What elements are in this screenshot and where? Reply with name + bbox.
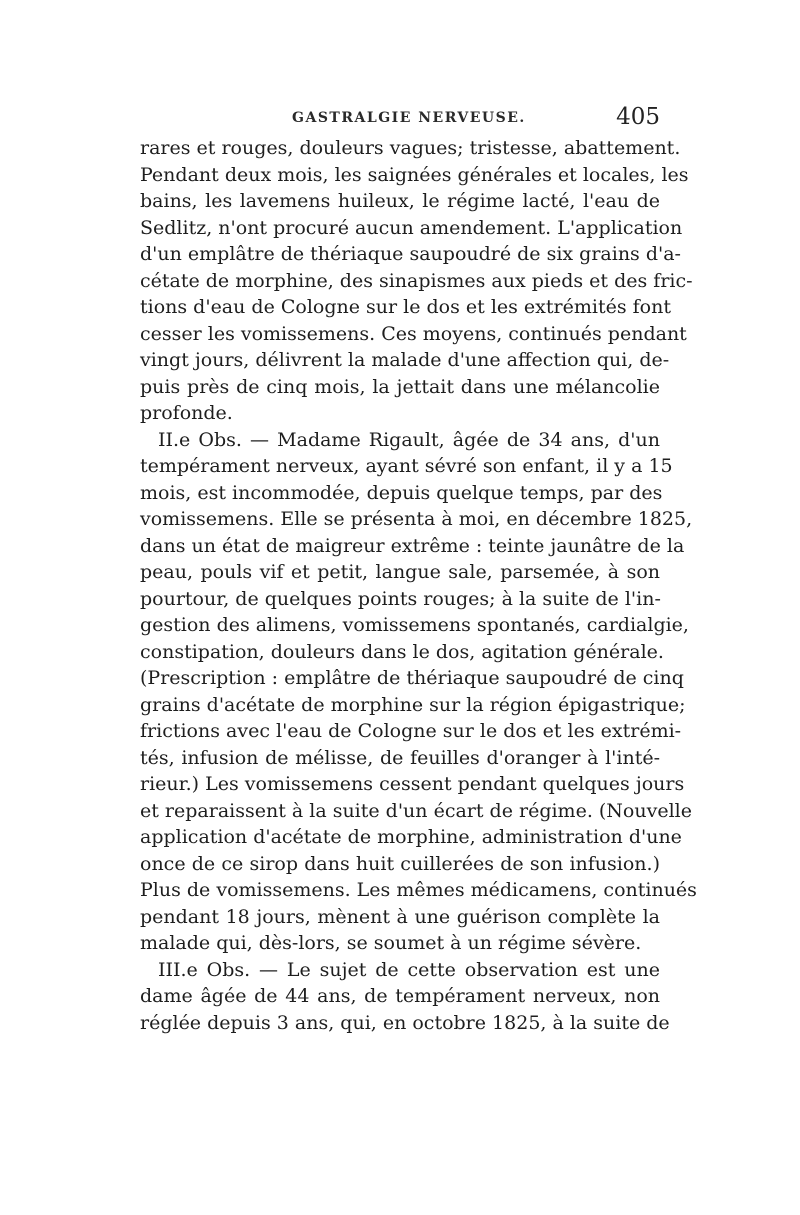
- running-head: GASTRALGIE NERVEUSE.: [292, 110, 526, 126]
- text-line: Sedlitz, n'ont procuré aucun amendement. L'application: [140, 216, 683, 239]
- text-line: frictions avec l'eau de Cologne sur le dos et les extrémi-: [140, 720, 682, 742]
- text-line: constipation, douleurs dans le dos, agitation générale.: [140, 640, 664, 663]
- text-line: malade qui, dès-lors, se soumet à un régime sévère.: [140, 932, 642, 954]
- text-line: rieur.) Les vomissemens cessent pendant quelques jours: [140, 773, 685, 795]
- text-line: Pendant deux mois, les saignées générales et locales, les: [140, 163, 689, 186]
- page-header: [140, 104, 660, 134]
- text-line: bains, les lavemens huileux, le régime lacté, l'eau de: [140, 190, 660, 212]
- body-text: [140, 135, 697, 1036]
- text-line: mois, est incommodée, depuis quelque temps, par des: [140, 481, 663, 504]
- text-line: (Prescription : emplâtre de thériaque saupoudré de cinq: [140, 667, 684, 689]
- text-line: puis près de cinq mois, la jettait dans une mélancolie: [140, 375, 660, 398]
- text-line: vomissemens. Elle se présenta à moi, en décembre 1825,: [140, 508, 693, 530]
- text-line: réglée depuis 3 ans, qui, en octobre 1825, à la suite de: [140, 1011, 670, 1034]
- text-line: III.e Obs. — Le sujet de cette observation est une: [158, 958, 660, 981]
- text-line: tempérament nerveux, ayant sévré son enfant, il y a 15: [140, 455, 673, 477]
- text-line: et reparaissent à la suite d'un écart de régime. (Nouvelle: [140, 799, 692, 822]
- text-line: tions d'eau de Cologne sur le dos et les extrémités font: [140, 296, 671, 318]
- text-line: cétate de morphine, des sinapismes aux pieds et des fric-: [140, 269, 693, 292]
- text-line: II.e Obs. — Madame Rigault, âgée de 34 ans, d'un: [158, 428, 660, 451]
- text-line: dans un état de maigreur extrême : teinte jaunâtre de la: [140, 534, 685, 557]
- text-line: dame âgée de 44 ans, de tempérament nerveux, non: [140, 985, 660, 1007]
- text-line: pendant 18 jours, mènent à une guérison complète la: [140, 905, 660, 928]
- text-line: once de ce sirop dans huit cuillerées de son infusion.): [140, 852, 660, 875]
- text-line: vingt jours, délivrent la malade d'une affection qui, de-: [140, 349, 670, 371]
- text-line: application d'acétate de morphine, administration d'une: [140, 826, 682, 848]
- page-number: 405: [616, 104, 660, 130]
- text-line: gestion des alimens, vomissemens spontanés, cardialgie,: [140, 614, 689, 636]
- text-line: cesser les vomissemens. Ces moyens, continués pendant: [140, 322, 687, 345]
- text-line: pourtour, de quelques points rouges; à la suite de l'in-: [140, 587, 661, 610]
- text-line: tés, infusion de mélisse, de feuilles d'oranger à l'inté-: [140, 746, 660, 769]
- text-line: d'un emplâtre de thériaque saupoudré de six grains d'a-: [140, 243, 681, 265]
- text-line: grains d'acétate de morphine sur la région épigastrique;: [140, 693, 686, 716]
- text-line: peau, pouls vif et petit, langue sale, parsemée, à son: [140, 561, 660, 583]
- text-line: Plus de vomissemens. Les mêmes médicamens, continués: [140, 879, 697, 901]
- text-line: profonde.: [140, 402, 233, 424]
- text-line: rares et rouges, douleurs vagues; tristesse, abattement.: [140, 137, 681, 159]
